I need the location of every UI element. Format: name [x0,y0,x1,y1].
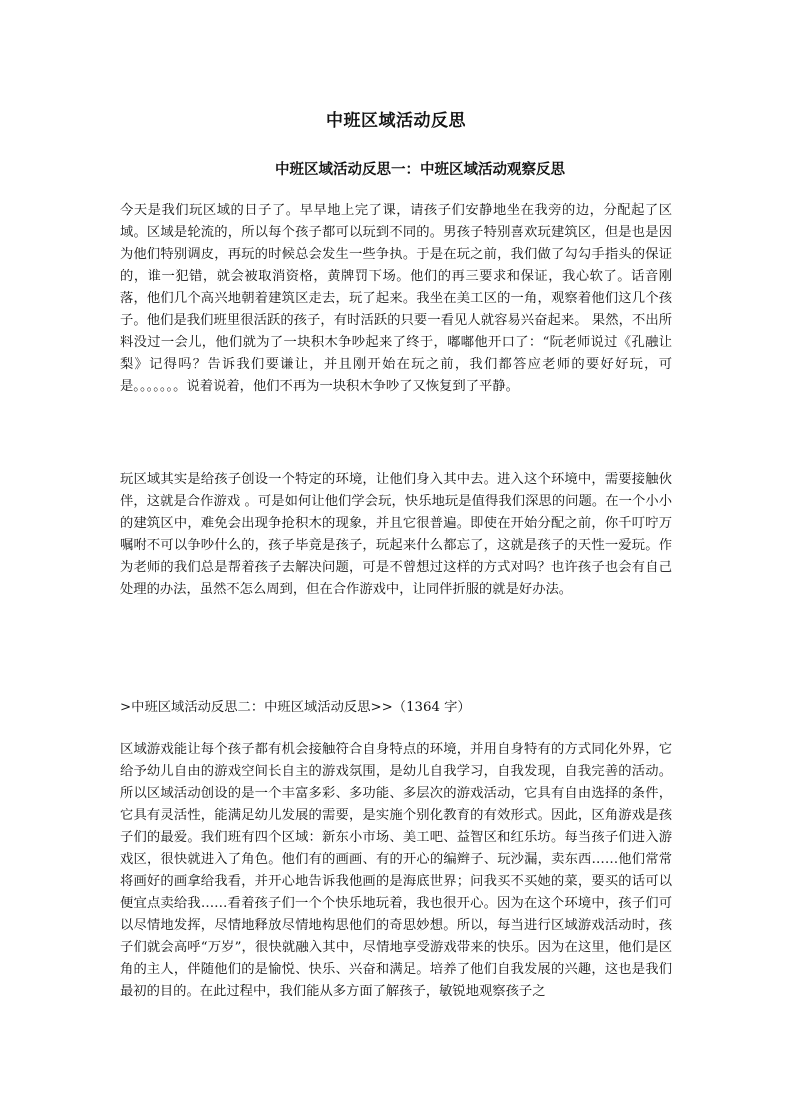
paragraph-3: 区域游戏能让每个孩子都有机会接触符合自身特点的环境，并用自身特有的方式同化外界，它给予幼儿自由的游戏空间长自主的游戏氛围，是幼儿自我学习，自我发现，自我完善的活动。所以区域活动创设的是一个丰富多彩、多功能、多层次的游戏活动，它具有自由选择的条件，它具有灵活性，能满足幼儿发展的需要，是实施个别化教育的有效形式。因此，区角游戏是孩子们的最爱。我们班有四个区域：新东小市场、美工吧、益智区和红乐坊。每当孩子们进入游戏区，很快就进入了角色。他们有的画画、有的开心的编辫子、玩沙漏，卖东西……他们常常将画好的画拿给我看，并开心地告诉我他画的是海底世界；问我买不买她的菜，要买的话可以便宜点卖给我……看着孩子们一个个快乐地玩着，我也很开心。因为在这个环境中，孩子们可以尽情地发挥，尽情地释放尽情地构思他们的奇思妙想。所以，每当进行区域游戏活动时，孩子们就会高呼“万岁”，很快就融入其中，尽情地享受游戏带来的快乐。因为在这里，他们是区角的主人，伴随他们的是愉悦、快乐、兴奋和满足。培养了他们自我发展的兴趣，这也是我们最初的目的。在此过程中，我们能从多方面了解孩子，敏锐地观察孩子之 [120,742,672,999]
section-2-heading: >中班区域活动反思二：中班区域活动反思>>（1364 字） [120,700,471,715]
document-title: 中班区域活动反思 [326,111,466,131]
paragraph-1: 今天是我们玩区域的日子了。早早地上完了课，请孩子们安静地坐在我旁的边，分配起了区域。区域是轮流的，所以每个孩子都可以玩到不同的。男孩子特别喜欢玩建筑区，但是也是因为他们特别调皮，再玩的时候总会发生一些争执。于是在玩之前，我们做了勾勾手指头的保证的，谁一犯错，就会被取消资格，黄牌罚下场。他们的再三要求和保证，我心软了。话音刚落，他们几个高兴地朝着建筑区走去，玩了起来。我坐在美工区的一角，观察着他们这几个孩子。他们是我们班里很活跃的孩子，有时活跃的只要一看见人就容易兴奋起来。 果然，不出所料没过一会儿，他们就为了一块积木争吵起来了终于，嘟嘟他开口了：“阮老师说过《孔融让梨》记得吗？告诉我们要谦让，并且刚开始在玩之前，我们都答应老师的要好好玩，可是。。。。。。。说着说着，他们不再为一块积木争吵了又恢复到了平静。 [120,203,672,394]
section-1-heading: 中班区域活动反思一：中班区域活动观察反思 [275,161,565,178]
paragraph-2: 玩区域其实是给孩子创设一个特定的环境，让他们身入其中去。进入这个环境中，需要接触伙伴，这就是合作游戏 。可是如何让他们学会玩，快乐地玩是值得我们深思的问题。在一个小小的建筑区中，难免会出现争抢积木的现象，并且它很普遍。即使在开始分配之前，你千叮咛万嘱咐不可以争吵什么的，孩子毕竟是孩子，玩起来什么都忘了，这就是孩子的天性一爱玩。作为老师的我们总是帮着孩子去解决问题，可是不曾想过这样的方式对吗？也许孩子也会有自己处理的办法，虽然不怎么周到，但在合作游戏中，让同伴折服的就是好办法。 [120,472,672,597]
